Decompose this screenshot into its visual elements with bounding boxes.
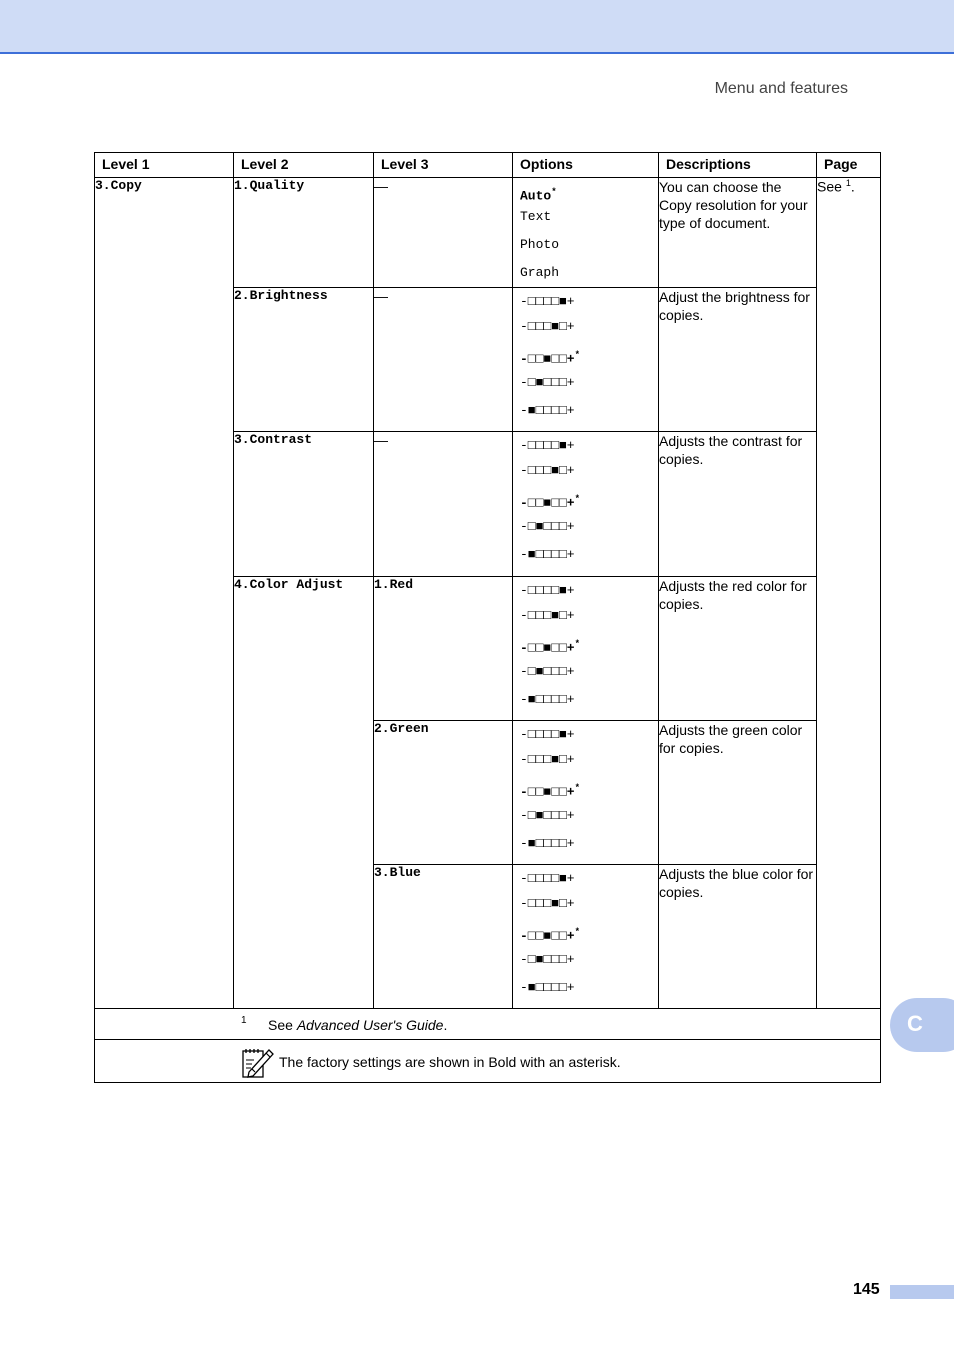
- option-item: [513, 203, 658, 231]
- option-text: -■□□□□+: [520, 980, 575, 995]
- option-item: [513, 231, 658, 259]
- option-text: -□□■□□+: [520, 784, 575, 800]
- option-text: -□□□■□+: [520, 463, 575, 478]
- option-text: -■□□□□+: [520, 692, 575, 707]
- level2-cell: 1.Quality: [234, 178, 374, 288]
- column-header: Level 1: [95, 153, 234, 178]
- option-text: Text: [520, 209, 552, 224]
- column-header: Level 3: [374, 153, 513, 178]
- option-text: -□□□■□+: [520, 752, 575, 767]
- option-item: [513, 830, 658, 858]
- page-ref-footnote-mark: 1: [845, 178, 851, 188]
- option-item: [513, 974, 658, 1002]
- level3-cell: —: [374, 288, 513, 432]
- default-asterisk: *: [574, 494, 581, 504]
- default-asterisk: *: [574, 927, 581, 937]
- option-text: -□■□□□+: [520, 519, 575, 534]
- note: [95, 1040, 881, 1083]
- note-text: The factory settings are shown in Bold with an asterisk.: [279, 1054, 621, 1070]
- description-cell: Adjusts the blue color for copies.: [659, 865, 817, 1009]
- default-asterisk: *: [574, 783, 581, 793]
- page-number: 145: [853, 1281, 880, 1298]
- option-item: [513, 435, 658, 457]
- option-text: -□□■□□+: [520, 928, 575, 944]
- level1-cell: 3.Copy: [95, 178, 234, 1009]
- copy-menu-table: [94, 152, 881, 1083]
- chapter-tab: [890, 998, 954, 1052]
- option-text: -□■□□□+: [520, 664, 575, 679]
- option-item: [513, 602, 658, 630]
- options-cell: [513, 577, 659, 721]
- options-cell: [513, 721, 659, 865]
- option-text: -■□□□□+: [520, 547, 575, 562]
- level2-cell: 2.Brightness: [234, 288, 374, 432]
- option-text: -□■□□□+: [520, 375, 575, 390]
- page-ref-suffix: .: [850, 178, 855, 195]
- option-text: -□■□□□+: [520, 952, 575, 967]
- column-header: Level 2: [234, 153, 374, 178]
- footnote-guide-title: Advanced User's Guide: [296, 1017, 444, 1033]
- options-cell: [513, 865, 659, 1009]
- description-cell: Adjust the brightness for copies.: [659, 288, 817, 432]
- column-header: Descriptions: [659, 153, 817, 178]
- option-item: [513, 946, 658, 974]
- table-row: [95, 178, 881, 288]
- footnote-suffix: .: [443, 1017, 448, 1033]
- option-item: [513, 658, 658, 686]
- option-text: -■□□□□+: [520, 836, 575, 851]
- option-text: -□□□■□+: [520, 896, 575, 911]
- option-item: [513, 291, 658, 313]
- footnote-row: [95, 1009, 881, 1040]
- option-text: -□□■□□+: [520, 640, 575, 656]
- level2-cell: 3.Contrast: [234, 432, 374, 577]
- option-text: -□□□□■+: [520, 727, 575, 742]
- description-cell: Adjusts the red color for copies.: [659, 577, 817, 721]
- note-row: [95, 1040, 881, 1083]
- option-item: [513, 686, 658, 714]
- note-pencil-icon: [241, 1046, 275, 1083]
- description-cell: You can choose the Copy resolution for your type of document.: [659, 178, 817, 288]
- footnote: [95, 1009, 881, 1040]
- option-item: [513, 580, 658, 602]
- level3-cell: 1.Red: [374, 577, 513, 721]
- footnote-prefix: See: [268, 1017, 297, 1033]
- options-cell: [513, 432, 659, 577]
- option-item: [513, 774, 658, 802]
- option-item: [513, 541, 658, 569]
- option-item: [513, 630, 658, 658]
- level2-cell: 4.Color Adjust: [234, 577, 374, 1009]
- footnote-number: 1: [241, 1015, 247, 1026]
- option-text: -□□□□■+: [520, 583, 575, 598]
- option-item: [513, 868, 658, 890]
- level3-cell: 3.Blue: [374, 865, 513, 1009]
- option-text: Photo: [520, 237, 560, 252]
- level3-cell: 2.Green: [374, 721, 513, 865]
- column-header: Options: [513, 153, 659, 178]
- option-text: -□□□□■+: [520, 438, 575, 453]
- chapter-letter: C: [907, 1011, 923, 1036]
- option-text: -□□□■□+: [520, 608, 575, 623]
- footnote-text: [268, 1017, 447, 1033]
- level3-cell: —: [374, 178, 513, 288]
- page-ref-text: See: [817, 178, 842, 195]
- option-text: -■□□□□+: [520, 403, 575, 418]
- option-item: [513, 485, 658, 513]
- table-header-row: [95, 153, 881, 178]
- option-item: [513, 802, 658, 830]
- option-item: [513, 341, 658, 369]
- option-text: -□□■□□+: [520, 495, 575, 511]
- default-asterisk: *: [574, 350, 581, 360]
- option-item: [513, 397, 658, 425]
- option-text: -□■□□□+: [520, 808, 575, 823]
- option-item: [513, 313, 658, 341]
- option-item: [513, 746, 658, 774]
- running-header: Menu and features: [714, 80, 848, 97]
- option-item: [513, 513, 658, 541]
- options-cell: [513, 288, 659, 432]
- option-text: -□□□■□+: [520, 319, 575, 334]
- page-cell: [817, 178, 881, 1009]
- options-cell: [513, 178, 659, 288]
- description-cell: Adjusts the contrast for copies.: [659, 432, 817, 577]
- option-text: Auto: [520, 188, 552, 204]
- option-item: [513, 457, 658, 485]
- column-header: Page: [817, 153, 881, 178]
- option-item: [513, 890, 658, 918]
- option-item: [513, 918, 658, 946]
- option-text: -□□□□■+: [520, 871, 575, 886]
- option-item: [513, 724, 658, 746]
- option-item: [513, 369, 658, 397]
- option-text: -□□■□□+: [520, 351, 575, 367]
- level3-cell: —: [374, 432, 513, 577]
- default-asterisk: *: [574, 639, 581, 649]
- page-number-bar: [890, 1285, 954, 1299]
- option-item: [513, 181, 658, 203]
- description-cell: Adjusts the green color for copies.: [659, 721, 817, 865]
- top-header-band: [0, 0, 954, 54]
- option-text: -□□□□■+: [520, 294, 575, 309]
- default-asterisk: *: [551, 187, 557, 197]
- option-item: [513, 259, 658, 287]
- option-text: Graph: [520, 265, 560, 280]
